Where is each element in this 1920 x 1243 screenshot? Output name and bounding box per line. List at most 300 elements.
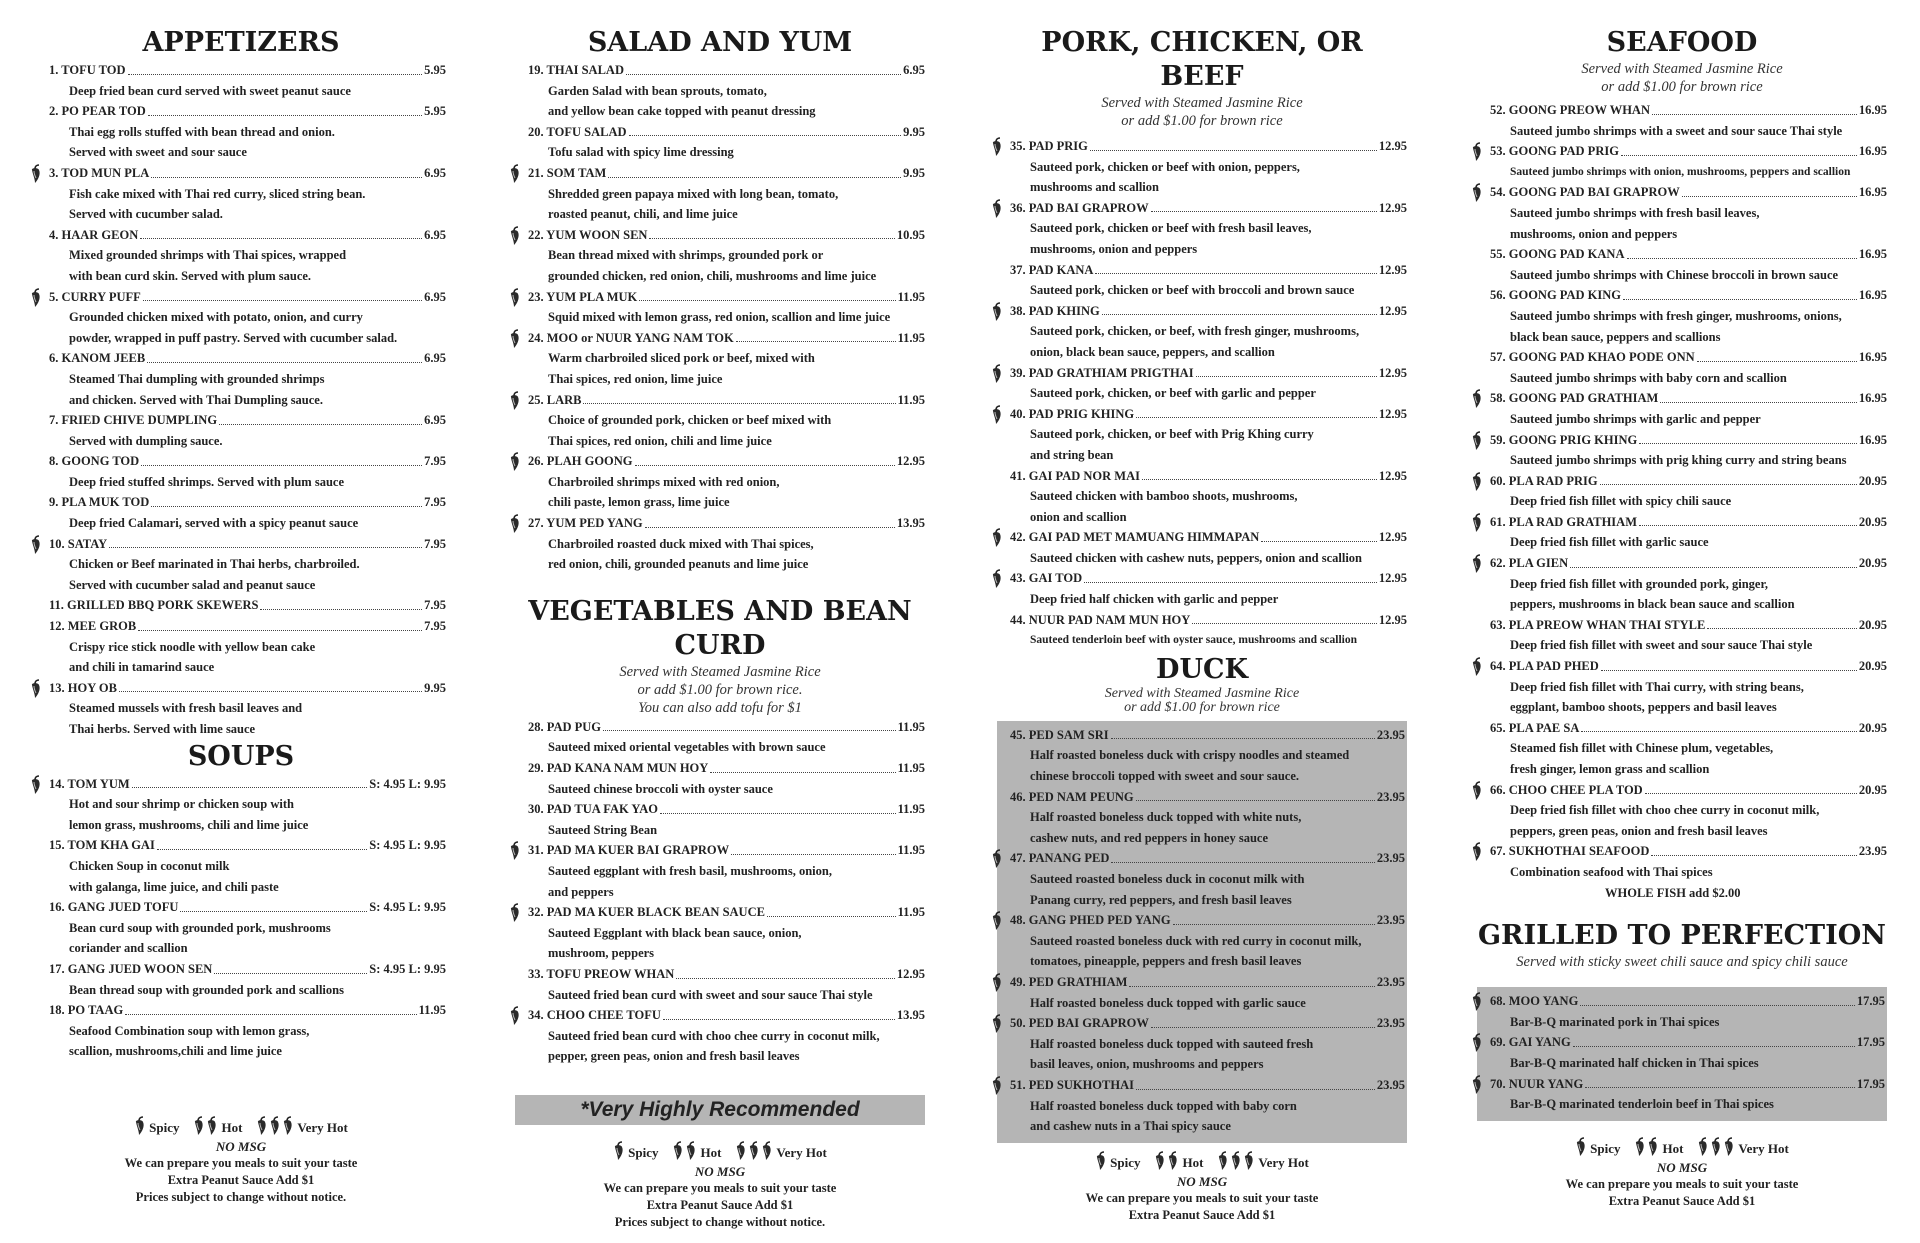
spicy-marker — [1471, 657, 1485, 677]
item-description: lemon grass, mushrooms, chili and lime juice — [69, 817, 309, 832]
item-name: 39. PAD GRATHIAM PRIGTHAI — [1010, 365, 1194, 380]
legend-label: Spicy — [628, 1144, 659, 1160]
item-description: Chicken Soup in coconut milk — [69, 858, 230, 873]
item-description: Sauteed pork, chicken, or beef with Prig Khing curry — [1030, 427, 1314, 442]
item-description: and chili in tamarind sauce — [69, 660, 215, 675]
spicy-marker — [991, 569, 1005, 589]
spicy-marker — [991, 973, 1005, 993]
item-description: scallion, mushrooms,chili and lime juice — [69, 1044, 282, 1059]
item-description: Half roasted boneless duck with crispy noodles and steamed — [1030, 748, 1350, 763]
menu-item — [997, 568, 1407, 609]
menu-item — [1477, 388, 1887, 429]
menu-item-line — [997, 363, 1407, 384]
item-price: 12.95 — [896, 454, 925, 469]
item-name: 46. PED NAM PEUNG — [1010, 789, 1134, 804]
item-description: coriander and scallion — [69, 941, 188, 956]
item-price: 23.95 — [1376, 851, 1405, 866]
item-description: grounded chicken, red onion, chili, mushrooms and lime juice — [548, 268, 877, 283]
menu-item-line — [997, 610, 1407, 631]
item-name: 56. GOONG PAD KING — [1490, 288, 1622, 303]
subtitle-line: or add $1.00 for brown rice — [1601, 79, 1763, 95]
item-name: 40. PAD PRIG KHING — [1010, 406, 1135, 421]
legend-hot — [1634, 1137, 1683, 1157]
menu-item-line — [515, 840, 925, 861]
dot-leader — [629, 135, 902, 136]
spicy-marker — [1471, 389, 1485, 409]
chili-pepper-icon — [30, 288, 42, 308]
chili-pepper-icon — [1471, 389, 1483, 409]
item-price: 12.95 — [1378, 612, 1407, 627]
item-description: Served with dumpling sauce. — [69, 433, 223, 448]
menu-item — [36, 451, 446, 492]
seafood-section — [1477, 26, 1887, 903]
item-price: 16.95 — [1858, 350, 1887, 365]
legend-label: Spicy — [1590, 1140, 1621, 1156]
menu-item — [515, 758, 925, 799]
menu-item-line — [1477, 512, 1887, 533]
item-description: eggplant, bamboo shoots, peppers and basil leaves — [1510, 700, 1777, 715]
item-price: 20.95 — [1858, 720, 1887, 735]
menu-item-line — [1477, 780, 1887, 801]
dot-leader — [767, 916, 896, 917]
menu-item-line — [1477, 347, 1887, 368]
item-price: 7.95 — [424, 598, 446, 613]
menu-item-line — [36, 595, 446, 616]
item-description: Combination seafood with Thai spices — [1510, 864, 1713, 879]
item-name: 15. TOM KHA GAI — [49, 838, 155, 853]
menu-item-line — [36, 451, 446, 472]
legend-footer — [36, 1116, 446, 1206]
menu-item — [515, 451, 925, 513]
footer-line: We can prepare you meals to suit your taste — [1085, 1190, 1319, 1205]
menu-item — [1477, 285, 1887, 347]
dot-leader — [128, 74, 423, 75]
chili-pepper-icon — [1154, 1151, 1166, 1171]
menu-item-line — [36, 287, 446, 308]
soups-section — [36, 740, 446, 1062]
menu-item — [1477, 991, 1885, 1032]
item-description: tomatoes, pineapple, peppers and fresh basil leaves — [1030, 954, 1302, 969]
dot-leader — [626, 74, 901, 75]
item-price: 11.95 — [897, 289, 925, 304]
chili-pepper-icon — [991, 528, 1003, 548]
menu-item-line — [515, 964, 925, 985]
item-name: 22. YUM WOON SEN — [528, 227, 648, 242]
menu-item-line — [1477, 141, 1887, 162]
item-description: powder, wrapped in puff pastry. Served with cucumber salad. — [69, 330, 398, 345]
dot-leader — [1639, 525, 1857, 526]
chili-pepper-icon — [685, 1141, 697, 1161]
item-name: 35. PAD PRIG — [1010, 139, 1088, 153]
item-list — [515, 60, 925, 575]
item-description: Deep fried half chicken with garlic and pepper — [1030, 592, 1279, 607]
menu-item-line — [1477, 182, 1887, 203]
menu-item — [36, 835, 446, 897]
item-description: Deep fried fish fillet with choo chee curry in coconut milk, — [1510, 803, 1820, 818]
chili-pepper-icon — [1230, 1151, 1242, 1171]
item-name: 25. LARB — [528, 392, 582, 407]
menu-item — [997, 301, 1407, 363]
item-name: 64. PLA PAD PHED — [1490, 659, 1599, 674]
menu-item-line — [1477, 841, 1887, 862]
legend-very-hot — [1697, 1137, 1788, 1157]
item-description: mushrooms, onion and peppers — [1030, 241, 1198, 256]
item-description: Half roasted boneless duck topped with white nuts, — [1030, 810, 1302, 825]
legend-label: Very Hot — [1258, 1154, 1309, 1170]
item-name: 49. PED GRATHIAM — [1010, 974, 1128, 989]
grilled-section — [1477, 919, 1887, 1121]
footer-line: Extra Peanut Sauce Add $1 — [1608, 1193, 1756, 1208]
footer-line: Prices subject to change without notice. — [135, 1189, 347, 1204]
spicy-marker — [509, 226, 523, 246]
menu-item-line — [515, 758, 925, 779]
chili-pepper-icon — [1634, 1137, 1646, 1157]
item-price: 23.95 — [1376, 913, 1405, 928]
item-name: 42. GAI PAD MET MAMUANG HIMMAPAN — [1010, 530, 1260, 545]
item-description: Crispy rice stick noodle with yellow bean cake — [69, 639, 316, 654]
menu-item-line — [997, 568, 1407, 589]
dot-leader — [1707, 628, 1857, 629]
item-name: 67. SUKHOTHAI SEAFOOD — [1490, 844, 1650, 859]
menu-item-line — [36, 348, 446, 369]
menu-item-line — [515, 513, 925, 534]
legend-footer — [997, 1151, 1407, 1224]
item-name: 45. PED SAM SRI — [1010, 727, 1109, 742]
chili-pepper-icon — [509, 903, 521, 923]
item-name: 12. MEE GROB — [49, 619, 137, 634]
item-price: 9.95 — [424, 680, 446, 695]
dot-leader — [1261, 541, 1377, 542]
menu-item — [1477, 718, 1887, 780]
spicy-marker — [1471, 781, 1485, 801]
item-name: 57. GOONG PAD KHAO PODE ONN — [1490, 350, 1695, 365]
item-name: 10. SATAY — [49, 536, 108, 551]
dot-leader — [736, 341, 896, 342]
item-name: 52. GOONG PREOW WHAN — [1490, 103, 1650, 117]
section-title: SALAD AND YUM — [587, 27, 853, 58]
chili-pepper-icon — [193, 1116, 205, 1136]
chili-pepper-icon — [1647, 1137, 1659, 1157]
item-name: 63. PLA PREOW WHAN THAI STYLE — [1490, 617, 1706, 632]
menu-item-line — [1477, 471, 1887, 492]
menu-item — [1477, 512, 1887, 553]
item-price: 16.95 — [1858, 432, 1887, 447]
item-price: 12.95 — [1378, 406, 1407, 421]
item-price: 20.95 — [1858, 556, 1887, 571]
item-price: 11.95 — [897, 392, 925, 407]
chili-pepper-icon — [1471, 842, 1483, 862]
menu-item — [1477, 553, 1887, 615]
menu-item-line — [36, 101, 446, 122]
spicy-marker — [509, 329, 523, 349]
item-price: 20.95 — [1858, 782, 1887, 797]
legend-label: Hot — [700, 1144, 722, 1160]
dot-leader — [1173, 924, 1375, 925]
item-name: 51. PED SUKHOTHAI — [1010, 1077, 1134, 1092]
item-description: Deep fried bean curd served with sweet peanut sauce — [69, 83, 351, 98]
item-description: and yellow bean cake topped with peanut dressing — [548, 104, 816, 119]
chili-pepper-icon — [1710, 1137, 1722, 1157]
dot-leader — [1129, 986, 1374, 987]
menu-item — [997, 198, 1407, 260]
menu-item-line — [997, 725, 1405, 746]
item-price: 13.95 — [896, 516, 925, 531]
dot-leader — [1660, 402, 1857, 403]
item-price: 12.95 — [1378, 139, 1407, 153]
item-description: onion and scallion — [1030, 509, 1127, 524]
dot-leader — [649, 238, 894, 239]
spice-legend — [1477, 1137, 1887, 1157]
item-name: 3. TOD MUN PLA — [49, 165, 150, 180]
legend-footer — [515, 1141, 925, 1231]
dot-leader — [1621, 155, 1857, 156]
spicy-marker — [509, 1006, 523, 1026]
chili-pepper-icon — [256, 1116, 268, 1136]
spicy-marker — [509, 514, 523, 534]
dot-leader — [635, 465, 895, 466]
menu-item-line — [36, 678, 446, 699]
item-name: 6. KANOM JEEB — [49, 351, 146, 366]
item-description: Served with sweet and sour sauce — [69, 145, 247, 160]
dot-leader — [1102, 314, 1377, 315]
item-name: 58. GOONG PAD GRATHIAM — [1490, 391, 1659, 406]
item-price: 7.95 — [424, 454, 446, 469]
item-description: and peppers — [548, 884, 614, 899]
dot-leader — [608, 177, 901, 178]
highlighted-item-list — [1477, 987, 1887, 1121]
dot-leader — [143, 300, 422, 301]
item-name: 66. CHOO CHEE PLA TOD — [1490, 782, 1643, 797]
menu-item-line — [515, 60, 925, 81]
section-title: DUCK — [1156, 653, 1248, 685]
legend-spicy — [1575, 1137, 1620, 1157]
dot-leader — [645, 527, 895, 528]
subtitle-line: Served with Steamed Jasmine Rice — [1101, 95, 1303, 111]
menu-item-line — [997, 404, 1407, 425]
chili-pepper-icon — [1167, 1151, 1179, 1171]
item-description: Warm charbroiled sliced pork or beef, mixed with — [548, 351, 815, 366]
menu-item-line — [515, 225, 925, 246]
spicy-marker — [30, 164, 44, 184]
menu-item-line — [515, 799, 925, 820]
menu-item — [515, 390, 925, 452]
dot-leader — [1600, 484, 1857, 485]
menu-item — [997, 527, 1407, 568]
highlighted-item-list — [997, 721, 1407, 1143]
item-list — [1477, 100, 1887, 883]
spicy-marker — [509, 452, 523, 472]
menu-item — [515, 287, 925, 328]
item-name: 14. TOM YUM — [49, 776, 130, 791]
legend-spicy — [613, 1141, 658, 1161]
item-description: Half roasted boneless duck topped with baby corn — [1030, 1098, 1297, 1113]
item-price: 12.95 — [1378, 200, 1407, 215]
item-price: 11.95 — [897, 761, 925, 776]
item-description: Sauteed fried bean curd with choo chee curry in coconut milk, — [548, 1028, 880, 1043]
recommended-banner: *Very Highly Recommended — [515, 1095, 925, 1125]
item-description: Sauteed pork, chicken, or beef, with fresh ginger, mushrooms, — [1030, 324, 1360, 339]
dot-leader — [1111, 862, 1374, 863]
item-description: peppers, mushrooms in black bean sauce and scallion — [1510, 597, 1795, 612]
menu-item — [36, 163, 446, 225]
menu-item — [515, 799, 925, 840]
dot-leader — [219, 424, 422, 425]
dot-leader — [603, 730, 896, 731]
item-price: 6.95 — [424, 165, 446, 180]
item-price: 12.95 — [1378, 365, 1407, 380]
legend-hot — [193, 1116, 242, 1136]
spicy-marker — [1471, 183, 1485, 203]
salad-section — [515, 26, 925, 575]
item-description: Deep fried fish fillet with garlic sauce — [1510, 535, 1709, 550]
menu-item — [997, 466, 1407, 528]
item-name: 61. PLA RAD GRATHIAM — [1490, 514, 1637, 529]
item-description: Panang curry, red peppers, and fresh basil leaves — [1030, 892, 1292, 907]
dot-leader — [151, 506, 422, 507]
item-description: Sauteed pork, chicken, or beef with garlic and pepper — [1030, 386, 1316, 401]
item-description: Sauteed jumbo shrimps with baby corn and scallion — [1510, 370, 1787, 385]
dot-leader — [125, 1014, 416, 1015]
item-description: with bean curd skin. Served with plum sauce. — [69, 268, 312, 283]
item-description: Seafood Combination soup with lemon grass, — [69, 1023, 310, 1038]
chili-pepper-icon — [991, 1076, 1003, 1096]
item-description: Sauteed fried bean curd with sweet and sour sauce Thai style — [548, 987, 873, 1002]
item-name: 1. TOFU TOD — [49, 63, 126, 77]
chili-pepper-icon — [991, 1014, 1003, 1034]
item-description: mushrooms, onion and peppers — [1510, 226, 1678, 241]
dot-leader — [1142, 479, 1377, 480]
spicy-marker — [991, 302, 1005, 322]
item-price: 12.95 — [1378, 262, 1407, 277]
menu-item-line — [997, 848, 1405, 869]
item-name: 53. GOONG PAD PRIG — [1490, 144, 1619, 159]
item-description: Sauteed pork, chicken or beef with broccoli and brown sauce — [1030, 283, 1355, 298]
dot-leader — [180, 911, 367, 912]
item-description: basil leaves, onion, mushrooms and peppers — [1030, 1057, 1264, 1072]
chili-pepper-icon — [30, 535, 42, 555]
no-msg-note: NO MSG — [694, 1163, 746, 1179]
item-price: 16.95 — [1858, 288, 1887, 303]
section-subtitle — [515, 663, 925, 717]
subtitle-line: Served with Steamed Jasmine Rice — [1104, 685, 1300, 701]
chili-pepper-icon — [991, 973, 1003, 993]
chili-pepper-icon — [1471, 781, 1483, 801]
item-price: 12.95 — [1378, 303, 1407, 318]
chili-pepper-icon — [1217, 1151, 1229, 1171]
item-price: 5.95 — [424, 104, 446, 119]
dot-leader — [1196, 376, 1377, 377]
item-price: 6.95 — [903, 63, 925, 77]
item-description: Sauteed jumbo shrimps with onion, mushrooms, peppers and scallion — [1510, 165, 1851, 178]
legend-label: Very Hot — [297, 1119, 348, 1135]
chili-pepper-icon — [672, 1141, 684, 1161]
item-description: Sauteed roasted boneless duck in coconut milk with — [1030, 872, 1305, 886]
item-price: 9.95 — [903, 165, 925, 180]
menu-item — [1477, 347, 1887, 388]
item-price: 12.95 — [1378, 571, 1407, 586]
footer-line: We can prepare you meals to suit your taste — [1565, 1176, 1799, 1191]
item-description: Deep fried Calamari, served with a spicy peanut sauce — [69, 516, 359, 531]
section-subtitle — [1477, 60, 1887, 96]
legend-label: Very Hot — [776, 1144, 827, 1160]
chili-pepper-icon — [1471, 1075, 1483, 1095]
spicy-marker — [1471, 992, 1485, 1012]
dot-leader — [1697, 361, 1857, 362]
dot-leader — [1111, 738, 1375, 739]
item-name: 38. PAD KHING — [1010, 303, 1100, 318]
dot-leader — [1627, 258, 1857, 259]
dot-leader — [1652, 114, 1857, 115]
spicy-marker — [509, 391, 523, 411]
spicy-marker — [991, 137, 1005, 157]
item-name: 17. GANG JUED WOON SEN — [49, 961, 213, 976]
item-name: 5. CURRY PUFF — [49, 289, 141, 304]
dot-leader — [1651, 855, 1856, 856]
menu-item — [36, 897, 446, 959]
item-description: Sauteed jumbo shrimps with a sweet and sour sauce Thai style — [1510, 123, 1843, 138]
menu-item-line — [1477, 285, 1887, 306]
item-name: 50. PED BAI GRAPROW — [1010, 1016, 1149, 1031]
spicy-marker — [991, 528, 1005, 548]
menu-item-line — [36, 835, 446, 856]
item-description: peppers, green peas, onion and fresh basil leaves — [1510, 823, 1768, 838]
item-name: 24. MOO or NUUR YANG NAM TOK — [528, 330, 734, 345]
menu-column-2 — [515, 26, 925, 1231]
spicy-marker — [1471, 472, 1485, 492]
item-price: S: 4.95 L: 9.95 — [369, 838, 446, 853]
dot-leader — [140, 238, 422, 239]
item-description: and string bean — [1030, 447, 1114, 462]
section-title: SEAFOOD — [1606, 27, 1758, 58]
item-price: S: 4.95 L: 9.95 — [369, 900, 446, 915]
item-price: 23.95 — [1376, 1016, 1405, 1031]
item-name: 48. GANG PHED PED YANG — [1010, 913, 1171, 928]
menu-item — [1477, 615, 1887, 656]
menu-item — [515, 163, 925, 225]
chili-pepper-icon — [1471, 142, 1483, 162]
spice-legend — [515, 1141, 925, 1161]
item-description: Sauteed chicken with cashew nuts, peppers, onion and scallion — [1030, 550, 1363, 565]
menu-item-line — [997, 136, 1407, 157]
subtitle-line: Served with Steamed Jasmine Rice — [619, 663, 821, 680]
chili-pepper-icon — [509, 841, 521, 861]
item-name: 20. TOFU SALAD — [528, 124, 627, 139]
spicy-marker — [1471, 431, 1485, 451]
menu-item — [36, 595, 446, 616]
chili-pepper-icon — [30, 775, 42, 795]
chili-pepper-icon — [1471, 992, 1483, 1012]
menu-item-line — [1477, 615, 1887, 636]
menu-item-line — [36, 959, 446, 980]
menu-item-line — [36, 60, 446, 81]
menu-item-line — [36, 492, 446, 513]
chili-pepper-icon — [1471, 1033, 1483, 1053]
item-description: chinese broccoli topped with sweet and sour sauce. — [1030, 769, 1299, 784]
item-price: 10.95 — [896, 227, 925, 242]
spicy-marker — [1471, 1075, 1485, 1095]
dot-leader — [1570, 567, 1857, 568]
menu-item — [36, 225, 446, 287]
no-msg-note: NO MSG — [1176, 1173, 1228, 1189]
item-price: 20.95 — [1858, 514, 1887, 529]
menu-item-line — [1477, 244, 1887, 265]
chili-pepper-icon — [1471, 431, 1483, 451]
dot-leader — [148, 115, 422, 116]
menu-item-line — [515, 163, 925, 184]
item-price: 23.95 — [1376, 789, 1405, 804]
item-price: 11.95 — [418, 1003, 446, 1018]
menu-item — [997, 725, 1405, 787]
